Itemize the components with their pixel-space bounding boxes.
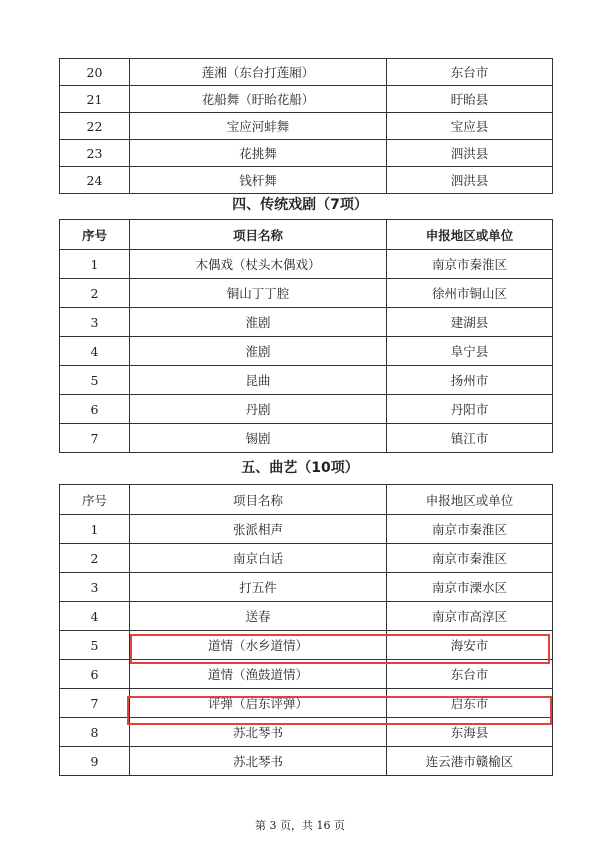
region: 建湖县 (387, 308, 553, 337)
item-name: 木偶戏（杖头木偶戏） (130, 250, 387, 279)
row-index: 23 (60, 140, 130, 167)
region: 海安市 (387, 631, 553, 660)
item-name: 钱杆舞 (130, 167, 387, 194)
item-name: 淮剧 (130, 337, 387, 366)
table-traditional-drama (59, 219, 553, 453)
region: 南京市秦淮区 (387, 544, 553, 573)
header-item-name: 项目名称 (130, 220, 387, 250)
region: 南京市秦淮区 (387, 515, 553, 544)
row-index: 7 (60, 689, 130, 718)
item-name: 张派相声 (130, 515, 387, 544)
row-index: 9 (60, 747, 130, 776)
row-index: 4 (60, 337, 130, 366)
item-name: 道情（渔鼓道情） (130, 660, 387, 689)
table-row (60, 337, 553, 366)
item-name: 锡剧 (130, 424, 387, 453)
item-name: 莲湘（东台打莲厢） (130, 59, 387, 86)
region: 东台市 (387, 660, 553, 689)
row-index: 3 (60, 308, 130, 337)
item-name: 打五件 (130, 573, 387, 602)
row-index: 6 (60, 395, 130, 424)
table-row (60, 250, 553, 279)
region: 盱眙县 (387, 86, 553, 113)
table-row (60, 59, 553, 86)
table-row (60, 167, 553, 194)
row-index: 3 (60, 573, 130, 602)
table-row (60, 689, 553, 718)
item-name: 淮剧 (130, 308, 387, 337)
table-continued (59, 58, 553, 194)
item-name: 宝应河蚌舞 (130, 113, 387, 140)
region: 泗洪县 (387, 140, 553, 167)
table-row (60, 140, 553, 167)
table-row (60, 747, 553, 776)
table-row (60, 631, 553, 660)
row-index: 24 (60, 167, 130, 194)
item-name: 评弹（启东评弹） (130, 689, 387, 718)
row-index: 2 (60, 544, 130, 573)
region: 南京市溧水区 (387, 573, 553, 602)
table-row (60, 308, 553, 337)
table-row (60, 424, 553, 453)
item-name: 送春 (130, 602, 387, 631)
row-index: 7 (60, 424, 130, 453)
section-title-traditional-drama: 四、传统戏剧（7项） (232, 197, 368, 213)
item-name: 铜山丁丁腔 (130, 279, 387, 308)
region: 东海县 (387, 718, 553, 747)
row-index: 8 (60, 718, 130, 747)
table-row (60, 86, 553, 113)
row-index: 5 (60, 366, 130, 395)
table-header-row (60, 485, 553, 515)
region: 连云港市赣榆区 (387, 747, 553, 776)
header-index: 序号 (60, 220, 130, 250)
item-name: 丹剧 (130, 395, 387, 424)
item-name: 花船舞（盱眙花船） (130, 86, 387, 113)
region: 东台市 (387, 59, 553, 86)
region: 丹阳市 (387, 395, 553, 424)
region: 徐州市铜山区 (387, 279, 553, 308)
table-row (60, 366, 553, 395)
region: 阜宁县 (387, 337, 553, 366)
row-index: 1 (60, 250, 130, 279)
row-index: 5 (60, 631, 130, 660)
region: 南京市高淳区 (387, 602, 553, 631)
region: 南京市秦淮区 (387, 250, 553, 279)
region: 启东市 (387, 689, 553, 718)
page-footer: 第 3 页，共 16 页 (255, 819, 345, 832)
header-region: 申报地区或单位 (387, 485, 553, 515)
row-index: 4 (60, 602, 130, 631)
region: 扬州市 (387, 366, 553, 395)
table-row (60, 395, 553, 424)
table-row (60, 602, 553, 631)
row-index: 1 (60, 515, 130, 544)
header-region: 申报地区或单位 (387, 220, 553, 250)
item-name: 昆曲 (130, 366, 387, 395)
table-header-row (60, 220, 553, 250)
table-row (60, 113, 553, 140)
item-name: 南京白话 (130, 544, 387, 573)
table-row (60, 718, 553, 747)
table-row (60, 573, 553, 602)
table-quyi (59, 484, 553, 776)
region: 泗洪县 (387, 167, 553, 194)
table-row (60, 279, 553, 308)
header-index: 序号 (60, 485, 130, 515)
header-item-name: 项目名称 (130, 485, 387, 515)
region: 宝应县 (387, 113, 553, 140)
item-name: 苏北琴书 (130, 718, 387, 747)
row-index: 20 (60, 59, 130, 86)
table-row (60, 544, 553, 573)
row-index: 21 (60, 86, 130, 113)
item-name: 花挑舞 (130, 140, 387, 167)
section-title-quyi: 五、曲艺（10项） (241, 460, 359, 476)
region: 镇江市 (387, 424, 553, 453)
table-row (60, 515, 553, 544)
item-name: 苏北琴书 (130, 747, 387, 776)
row-index: 6 (60, 660, 130, 689)
item-name: 道情（水乡道情） (130, 631, 387, 660)
row-index: 22 (60, 113, 130, 140)
row-index: 2 (60, 279, 130, 308)
table-row (60, 660, 553, 689)
